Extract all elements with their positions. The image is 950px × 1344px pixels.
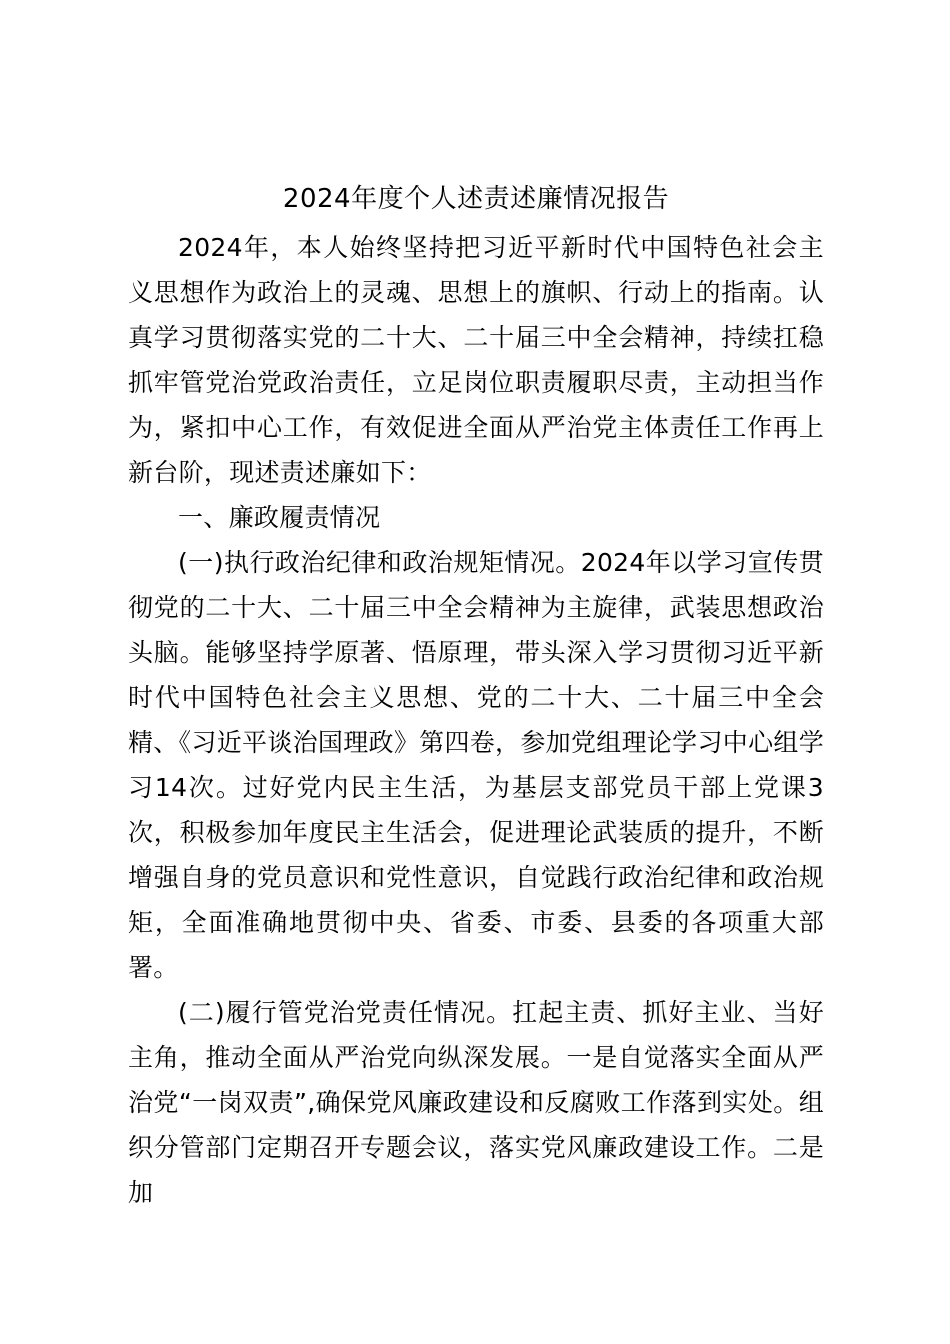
paragraph-party-responsibility: (二)履行管党治党责任情况。扛起主责、抓好主业、当好主角，推动全面从严治党向纵深发展。一是自觉落实全面从严治党“一岗双责”,确保党风廉政建设和反腐败工作落到实处。组织分管部门定期召开专题会议，落实党风廉政建设工作。二是加 [128, 998, 824, 1207]
intro-paragraph: 2024年，本人始终坚持把习近平新时代中国特色社会主义思想作为政治上的灵魂、思想上的旗帜、行动上的指南。认真学习贯彻落实党的二十大、二十届三中全会精神，持续扛稳抓牢管党治党政治责任，立足岗位职责履职尽责，主动担当作为，紧扣中心工作，有效促进全面从严治党主体责任工作再上新台阶，现述责述廉如下： [128, 233, 824, 487]
document-body [128, 173, 824, 1215]
document-title: 2024年度个人述责述廉情况报告 [282, 184, 670, 214]
paragraph-political-discipline: (一)执行政治纪律和政治规矩情况。2024年以学习宣传贯彻党的二十大、二十届三中全会精神为主旋律，武装思想政治头脑。能够坚持学原著、悟原理，带头深入学习贯彻习近平新时代中国特色社会主义思想、党的二十大、二十届三中全会精、《习近平谈治国理政》第四卷，参加党组理论学习中心组学习14次。过好党内民主生活，为基层支部党员干部上党课3次，积极参加年度民主生活会，促进理论武装质的提升，不断增强自身的党员意识和党性意识，自觉践行政治纪律和政治规矩，全面准确地贯彻中央、省委、市委、县委的各项重大部署。 [128, 548, 824, 982]
section-heading-1: 一、廉政履责情况 [178, 503, 381, 532]
